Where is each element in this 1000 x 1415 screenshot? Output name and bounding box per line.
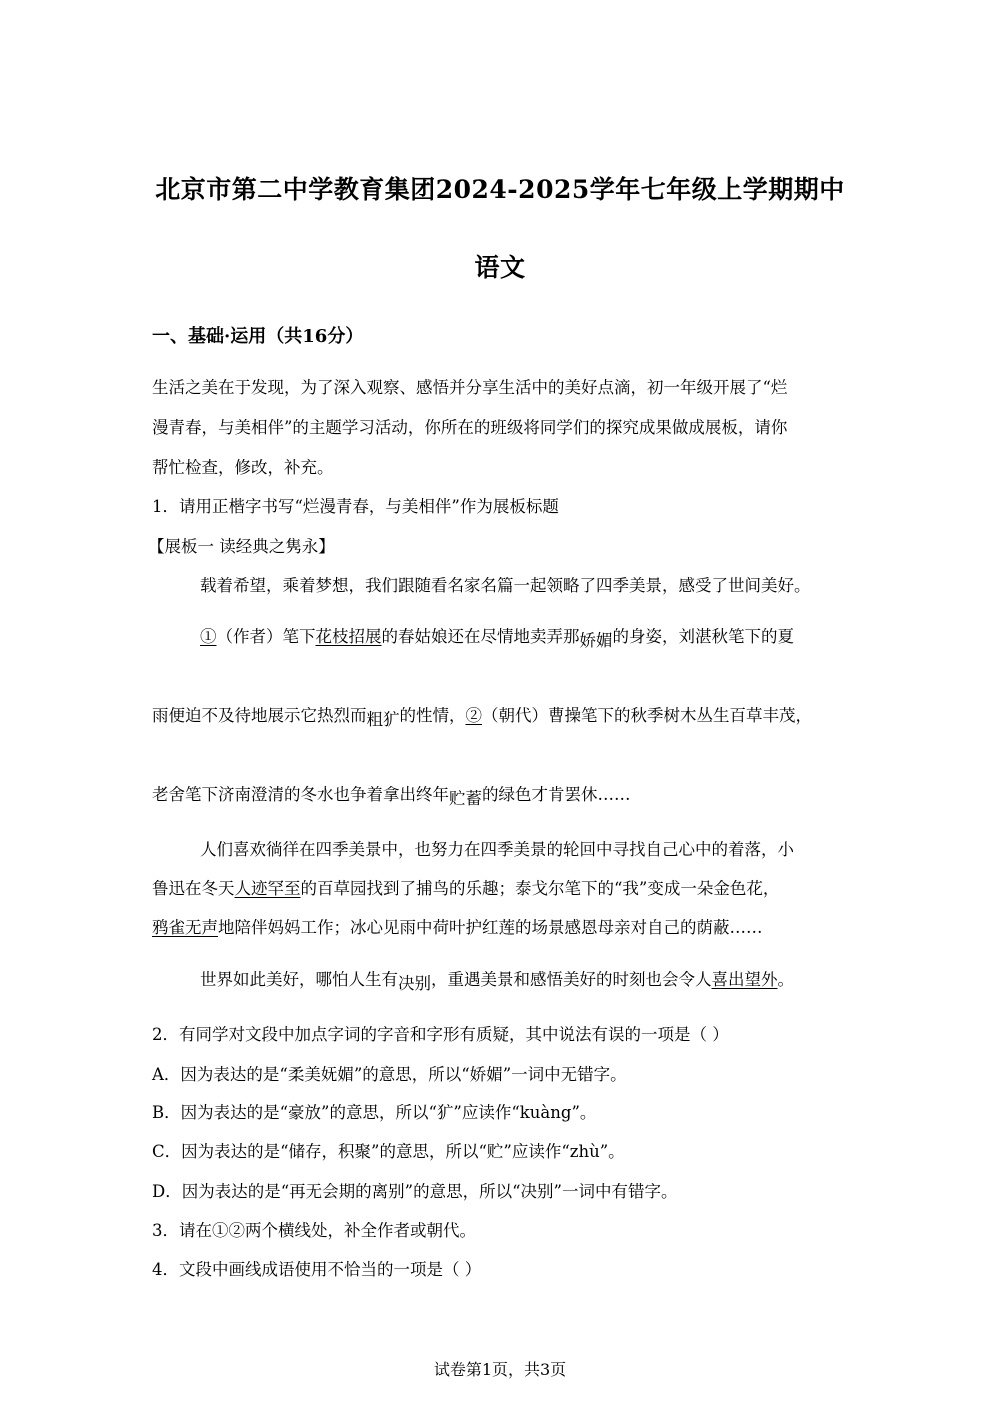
option-c: C．因为表达的是“储存，积聚”的意思，所以“贮”应读作“zhù”。: [152, 1142, 625, 1161]
intro-line-2: 漫青春，与美相伴”的主题学习活动，你所在的班级将同学们的探究成果做成展板，请你: [152, 418, 788, 437]
question-1: 1．请用正楷字书写“烂漫青春，与美相伴”作为展板标题: [152, 497, 559, 516]
intro-line-1: 生活之美在于发现，为了深入观察、感悟并分享生活中的美好点滴，初一年级开展了“烂: [152, 378, 788, 397]
blank-2: ②: [465, 706, 482, 725]
section-heading: 一、基础·运用（共16分）: [152, 326, 364, 347]
p2-text-d: 雨便迫不及待地展示它热烈而: [152, 706, 367, 725]
question-4: 4．文段中画线成语使用不恰当的一项是（ ）: [152, 1260, 482, 1279]
idiom-4: 喜出望外: [711, 970, 778, 989]
option-d: D．因为表达的是“再无会期的离别”的意思，所以“决别”一词中有错字。: [152, 1182, 678, 1201]
p4-text-c: 。: [777, 970, 794, 989]
paragraph-2-line-2: [152, 706, 812, 729]
dotted-word-4: 决别: [398, 974, 431, 993]
dotted-word-1: 娇媚: [579, 631, 613, 650]
dotted-word-3: 贮蓄: [449, 789, 482, 808]
dotted-word-2: 粗犷: [366, 710, 400, 729]
p4-text-b: ，重遇美景和感悟美好的时刻也会令人: [431, 970, 712, 989]
p2-text-e: 的性情，: [399, 706, 466, 725]
p2-text-f: （朝代）曹操笔下的秋季树木丛生百草丰茂，: [482, 706, 812, 725]
paragraph-3-line-1: 人们喜欢徜徉在四季美景中，也努力在四季美景的轮回中寻找自己心中的着落，小: [200, 840, 794, 859]
option-a: A．因为表达的是“柔美妩媚”的意思，所以“娇媚”一词中无错字。: [152, 1065, 627, 1084]
p2-text-b: 的春姑娘还在尽情地卖弄那: [381, 627, 580, 646]
p3-text-c: 的百草园找到了捕鸟的乐趣；泰戈尔笔下的“我”变成一朵金色花，: [300, 879, 780, 898]
page-footer: 试卷第1页，共3页: [433, 1360, 567, 1379]
p2-text-a: （作者）笔下: [216, 627, 316, 646]
intro-line-3: 帮忙检查，修改，补充。: [152, 458, 334, 477]
p3-text-d: 地陪伴妈妈工作；冰心见雨中荷叶护红莲的场景感恩母亲对自己的荫蔽……: [218, 918, 763, 937]
paragraph-1: 载着希望，乘着梦想，我们跟随看名家名篇一起领略了四季美景，感受了世间美好。: [200, 576, 811, 595]
idiom-1: 花枝招展: [315, 627, 382, 646]
exam-subject: 语文: [474, 253, 526, 282]
blank-1: ①: [200, 627, 217, 646]
paragraph-2-line-3: [152, 785, 631, 808]
idiom-2: 人迹罕至: [234, 879, 301, 898]
p2-text-h: 的绿色才肯罢休……: [482, 785, 631, 804]
question-3: 3．请在①②两个横线处，补全作者或朝代。: [152, 1221, 476, 1240]
paragraph-3-line-3: [152, 918, 763, 938]
question-2: 2．有同学对文段中加点字词的字音和字形有质疑，其中说法有误的一项是（ ）: [152, 1025, 729, 1044]
p2-text-c: 的身姿，刘湛秋笔下的夏: [612, 627, 794, 646]
p4-text-a: 世界如此美好，哪怕人生有: [200, 970, 398, 989]
paragraph-4: [200, 970, 794, 993]
option-b: B．因为表达的是“豪放”的意思，所以“犷”应读作“kuàng”。: [152, 1103, 597, 1122]
idiom-3: 鸦雀无声: [152, 918, 218, 937]
board-1-title: 【展板一 读经典之隽永】: [148, 537, 335, 556]
paragraph-3-line-2: [152, 879, 779, 899]
p2-text-g: 老舍笔下济南澄清的冬水也争着拿出终年: [152, 785, 449, 804]
paragraph-2-line-1: [200, 627, 794, 650]
p3-text-b: 鲁迅在冬天: [152, 879, 235, 898]
exam-title: 北京市第二中学教育集团2024-2025学年七年级上学期期中: [155, 175, 845, 204]
